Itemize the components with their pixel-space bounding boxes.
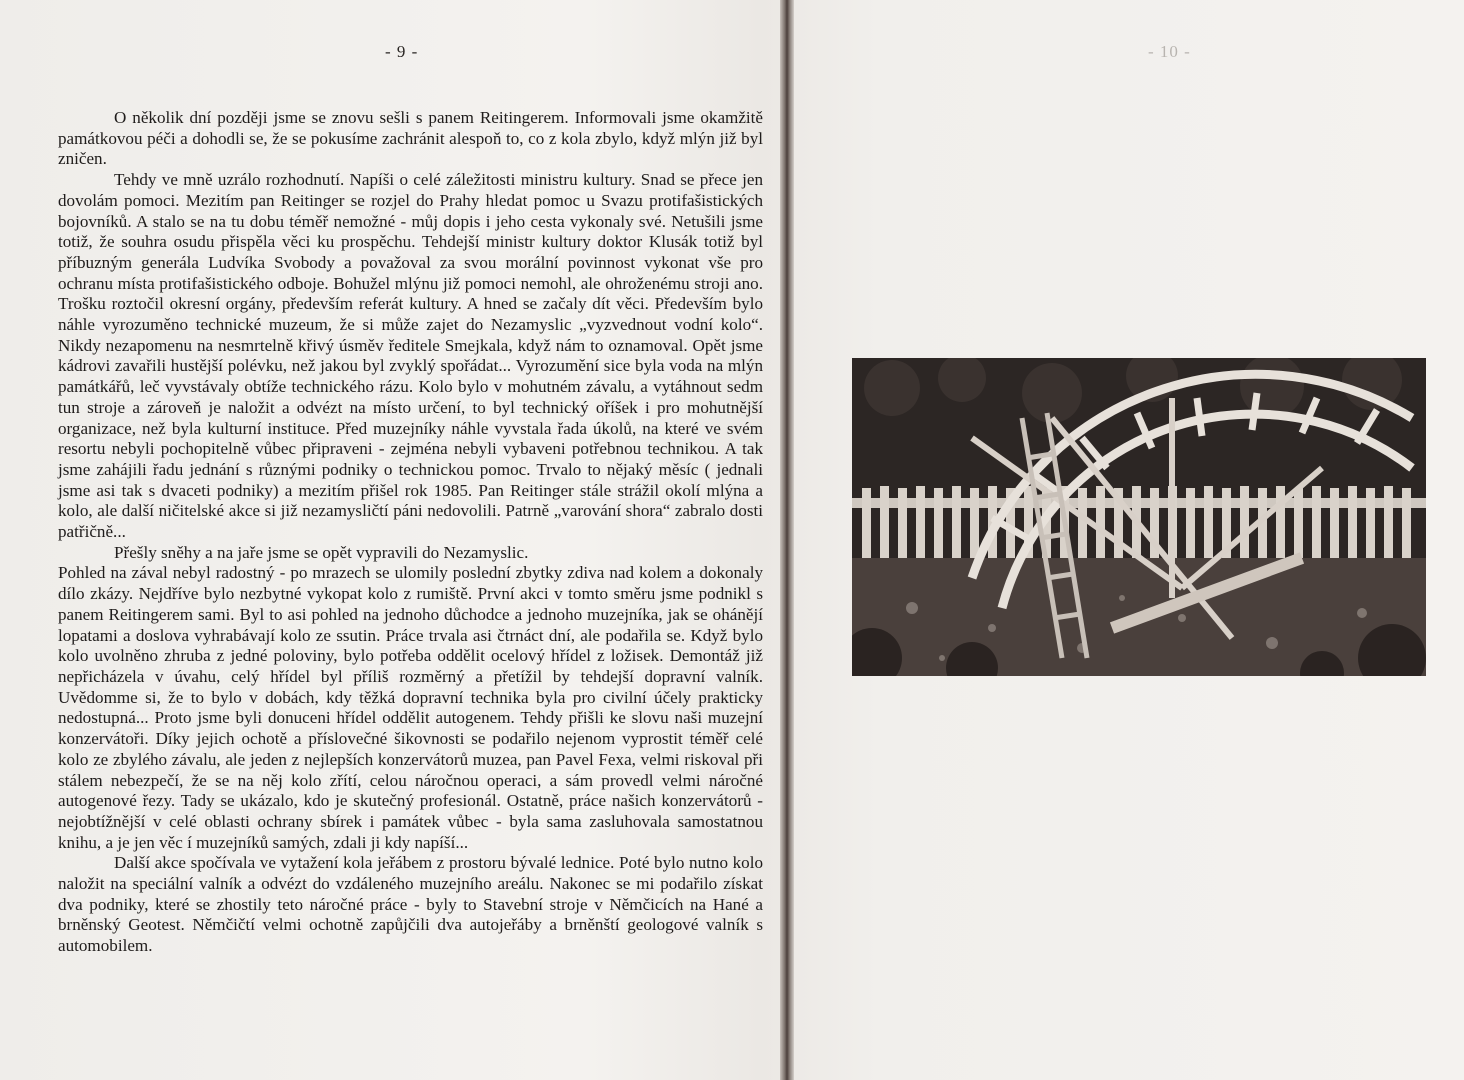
water-wheel-photo [852, 358, 1426, 676]
page-number-right: - 10 - [1148, 42, 1191, 61]
book-spine [780, 0, 794, 1080]
paragraph-5: Další akce spočívala ve vytažení kola jeřábem z prostoru bývalé lednice. Poté bylo nutno kolo naložit na speciální valník a odvézt do vzdáleného muzejního areálu. Nakonec se mi podařilo získat dva podniky, které se zhostily teto náročné práce - byly to Stavební stroje v Němčicích na Hané a brněnský Geotest. Němčičtí velmi ochotně zapůjčili dva autojeřáby a brněnští geologové valník s automobilem. [58, 853, 763, 956]
paragraph-4: Pohled na zával nebyl radostný - po mrazech se ulomily poslední zbytky zdiva nad kolem a dokonaly dílo zkázy. Nejdříve bylo nezbytné vykopat kolo z rumiště. První akci v tomto směru jsme podnikl s panem Reitingerem sami. Byl to asi pohled na jednoho důchodce a jednoho muzejníka, jak se ohánějí lopatami a doslova vyhrabávají kolo ze ssutin. Práce trvala asi čtrnáct dní, ale podařila se. Když bylo kolo uvolněno zhruba z jedné poloviny, bylo potřeba oddělit ocelový hřídel z ložisek. Demontáž již nepřicházela v úvahu, celý hřídel byl příliš rozměrný a přetížil by tehdejší dopravní valník. Uvědomme si, že to bylo v dobách, kdy těžká dopravní technika byla pro civilní účely prakticky nedostupná... Proto jsme byli donuceni hřídel oddělit autogenem. Tehdy přišli ke slovu naši muzejní konzervátoři. Díky jejich ochotě a příslovečné šikovnosti se podařilo nejenom vyprostit téměř celé kolo ze zbylého závalu, ale jeden z nejlepších konzervátorů muzea, pan Pavel Fexa, velmi riskoval při stálem nebezpečí, že se na něj kolo zřítí, celou náročnou operaci, a sám provedl velmi náročné autogenové řezy. Tady se ukázalo, kdo je skutečný profesionál. Ostatně, práce našich konzervátorů - nejobtížnější v celé oblasti ochrany sbírek i památek vůbec - byla sama zasluhovala samostatnou knihu, a je jen věc í muzejníků samých, zdali ji kdy napíší... [58, 563, 763, 852]
page-number-left: - 9 - [385, 42, 419, 61]
body-text [58, 108, 763, 957]
paragraph-2: Tehdy ve mně uzrálo rozhodnutí. Napíši o celé záležitosti ministru kultury. Snad se přece jen dovolám pomoci. Mezitím pan Reitinger se rozjel do Prahy hledat pomoc u Svazu protifašistických bojovníků. A stalo se na tu dobu téměř nemožné - můj dopis i jeho cesta vykonaly své. Netušili jsme totiž, že souhra osudu přispěla věci ku prospěchu. Tehdejší ministr kultury doktor Klusák totiž byl příbuzným generála Ludvíka Svobody a považoval za svou morální povinnost vykonat vše pro ochranu místa protifašistického odboje. Bohužel mlýnu již pomoci nemohl, ale ohroženému stroji ano. Trošku roztočil okresní orgány, především referát kultury. A hned se začaly dít věci. Především bylo náhle vyrozuměno technické muzeum, že si může zajet do Nezamyslic „vyzvednout vodní kolo“. Nikdy nezapomenu na nesmrtelně křivý úsměv ředitele Smejkala, když nám to oznamoval. Opět jsme kádrovi zavařili hustější polévku, než jakou byl zvyklý spořádat... Vyrozumění sice byla voda na mlýn památkářů, leč vyvstávaly obtíže technického rázu. Kolo bylo v mohutném závalu, a vytáhnout sedm tun stroje a zároveň je naložit a odvézt na místo určení, to byl technický oříšek i pro mohutnější organizace, než byla kulturní instituce. Před muzejníky náhle vyvstala řada úkolů, na které ve svém resortu nebyli pochopitelně vůbec připraveni - zejména nebyli vybaveni potřebnou technikou. A tak jsme zahájili řadu jednání s různými podniky o technickou pomoc. Trvalo to nějaký měsíc ( jednali jsme asi tak s dvaceti podniky) a mezitím přišel rok 1985. Pan Reitinger stále strážil okolí mlýna a kolo, ale další ničitelské akce si již nezamysličtí páni nedovolili. Patrně „varování shora“ zabralo dosti patřičně... [58, 170, 763, 542]
paragraph-3: Přešly sněhy a na jaře jsme se opět vypravili do Nezamyslic. [114, 542, 529, 562]
paragraph-1: O několik dní později jsme se znovu sešli s panem Reitingerem. Informovali jsme okamžitě památkovou péči a dohodli se, že se pokusíme zachránit alespoň to, co z kola zbylo, když mlýn již byl zničen. [58, 108, 763, 169]
water-wheel-illustration [852, 358, 1426, 676]
